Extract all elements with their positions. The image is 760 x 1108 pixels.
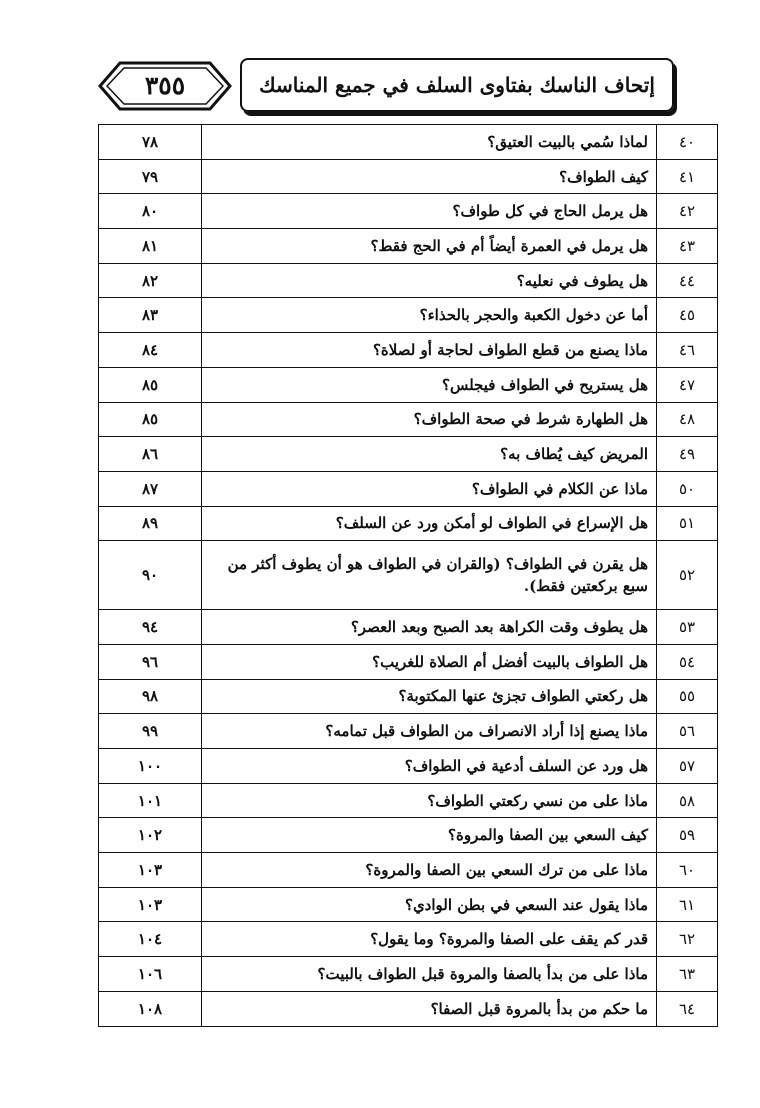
entry-page: ٨٧	[99, 471, 202, 506]
table-row	[99, 887, 718, 922]
entry-number: ٥٣	[657, 610, 718, 645]
entry-page: ١٠٢	[99, 818, 202, 853]
entry-question: لماذا سُمي بالبيت العتيق؟	[202, 125, 657, 160]
entry-question: ما حكم من بدأ بالمروة قبل الصفا؟	[202, 991, 657, 1026]
entry-number: ٦٢	[657, 922, 718, 957]
entry-question: ماذا على من ترك السعي بين الصفا والمروة؟	[202, 853, 657, 888]
entry-number: ٤٤	[657, 263, 718, 298]
entry-number: ٦٤	[657, 991, 718, 1026]
entry-page: ٩٤	[99, 610, 202, 645]
entry-number: ٥٩	[657, 818, 718, 853]
entry-page: ٧٨	[99, 125, 202, 160]
entry-question: هل يطوف في نعليه؟	[202, 263, 657, 298]
contents-table	[98, 124, 718, 1027]
entry-number: ٤٩	[657, 437, 718, 472]
entry-question: هل الطواف بالبيت أفضل أم الصلاة للغريب؟	[202, 644, 657, 679]
entry-page: ١٠١	[99, 783, 202, 818]
entry-page: ١٠٤	[99, 922, 202, 957]
entry-question: قدر كم يقف على الصفا والمروة؟ وما يقول؟	[202, 922, 657, 957]
table-row	[99, 922, 718, 957]
entry-number: ٤٧	[657, 367, 718, 402]
entry-question: أما عن دخول الكعبة والحجر بالحذاء؟	[202, 298, 657, 333]
entry-number: ٥٦	[657, 714, 718, 749]
entry-page: ٨٠	[99, 194, 202, 229]
table-row	[99, 229, 718, 264]
entry-question: هل الإسراع في الطواف لو أمكن ورد عن السلف؟	[202, 506, 657, 541]
table-row	[99, 610, 718, 645]
entry-question: ماذا على من بدأ بالصفا والمروة قبل الطواف بالبيت؟	[202, 957, 657, 992]
table-row	[99, 957, 718, 992]
entry-number: ٦١	[657, 887, 718, 922]
entry-question: ماذا يصنع من قطع الطواف لحاجة أو لصلاة؟	[202, 333, 657, 368]
table-row	[99, 749, 718, 784]
entry-number: ٥٠	[657, 471, 718, 506]
entry-page: ٨١	[99, 229, 202, 264]
entry-page: ٨٥	[99, 367, 202, 402]
entry-page: ٩٨	[99, 679, 202, 714]
entry-question: كيف الطواف؟	[202, 159, 657, 194]
entry-question: هل يستريح في الطواف فيجلس؟	[202, 367, 657, 402]
entry-question: هل يطوف وقت الكراهة بعد الصبح وبعد العصر؟	[202, 610, 657, 645]
entry-number: ٥٢	[657, 541, 718, 610]
entry-question: ماذا يقول عند السعي في بطن الوادي؟	[202, 887, 657, 922]
entry-number: ٥٨	[657, 783, 718, 818]
entry-page: ٨٦	[99, 437, 202, 472]
contents-table-body	[99, 125, 718, 1027]
entry-page: ٩٩	[99, 714, 202, 749]
entry-question: هل يقرن في الطواف؟ (والقران في الطواف هو أن يطوف أكثر من سبع بركعتين فقط).	[202, 541, 657, 610]
entry-number: ٥٧	[657, 749, 718, 784]
table-row	[99, 506, 718, 541]
page-number: ٣٥٥	[144, 71, 186, 100]
table-row	[99, 991, 718, 1026]
entry-page: ٩٠	[99, 541, 202, 610]
entry-page: ١٠٨	[99, 991, 202, 1026]
entry-number: ٤٥	[657, 298, 718, 333]
page-header	[96, 58, 674, 116]
entry-number: ٤١	[657, 159, 718, 194]
entry-question: هل ركعتي الطواف تجزئ عنها المكتوبة؟	[202, 679, 657, 714]
entry-question: كيف السعي بين الصفا والمروة؟	[202, 818, 657, 853]
entry-question: هل يرمل في العمرة أيضاً أم في الحج فقط؟	[202, 229, 657, 264]
entry-question: هل الطهارة شرط في صحة الطواف؟	[202, 402, 657, 437]
table-row	[99, 714, 718, 749]
table-row	[99, 367, 718, 402]
page-number-badge	[96, 60, 234, 112]
entry-number: ٤٠	[657, 125, 718, 160]
entry-page: ٧٩	[99, 159, 202, 194]
entry-number: ٦٠	[657, 853, 718, 888]
entry-page: ١٠٣	[99, 887, 202, 922]
entry-page: ٩٦	[99, 644, 202, 679]
entry-number: ٥٤	[657, 644, 718, 679]
table-row	[99, 818, 718, 853]
entry-number: ٤٣	[657, 229, 718, 264]
entry-number: ٤٨	[657, 402, 718, 437]
table-row	[99, 402, 718, 437]
book-title: إتحاف الناسك بفتاوى السلف في جميع المناسك	[240, 58, 674, 112]
table-row	[99, 333, 718, 368]
entry-page: ١٠٠	[99, 749, 202, 784]
table-row	[99, 471, 718, 506]
entry-question: ماذا عن الكلام في الطواف؟	[202, 471, 657, 506]
entry-question: ماذا على من نسي ركعتي الطواف؟	[202, 783, 657, 818]
table-row	[99, 194, 718, 229]
table-row	[99, 783, 718, 818]
entry-number: ٤٢	[657, 194, 718, 229]
table-row	[99, 125, 718, 160]
entry-page: ١٠٦	[99, 957, 202, 992]
entry-number: ٤٦	[657, 333, 718, 368]
entry-page: ١٠٣	[99, 853, 202, 888]
entry-page: ٨٣	[99, 298, 202, 333]
table-row	[99, 679, 718, 714]
entry-number: ٥١	[657, 506, 718, 541]
table-row	[99, 437, 718, 472]
table-row	[99, 644, 718, 679]
table-row	[99, 159, 718, 194]
entry-page: ٨٤	[99, 333, 202, 368]
entry-number: ٦٣	[657, 957, 718, 992]
entry-page: ٨٢	[99, 263, 202, 298]
entry-question: ماذا يصنع إذا أراد الانصراف من الطواف قبل تمامه؟	[202, 714, 657, 749]
entry-page: ٨٩	[99, 506, 202, 541]
entry-question: المريض كيف يُطاف به؟	[202, 437, 657, 472]
entry-number: ٥٥	[657, 679, 718, 714]
entry-question: هل يرمل الحاج في كل طواف؟	[202, 194, 657, 229]
table-row	[99, 263, 718, 298]
table-row	[99, 298, 718, 333]
table-row	[99, 541, 718, 610]
entry-question: هل ورد عن السلف أدعية في الطواف؟	[202, 749, 657, 784]
table-row	[99, 853, 718, 888]
entry-page: ٨٥	[99, 402, 202, 437]
